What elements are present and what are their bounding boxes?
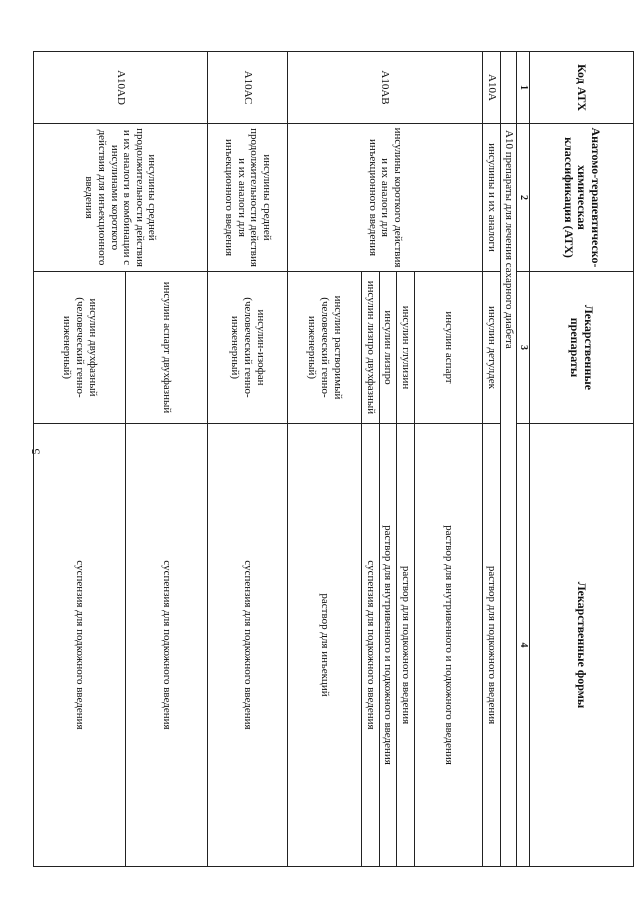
drug-cell: инсулин растворимый (человеческий генно-инженерный) <box>288 272 362 424</box>
section-code-cell <box>501 52 517 124</box>
header-forms: Лекарственные формы <box>530 424 634 867</box>
drug-cell: инсулин двухфазный (человеческий генно-инженерный) <box>34 272 126 424</box>
drug-cell: инсулин лизпро <box>379 272 397 424</box>
form-cell: суспензия для подкожного введения <box>34 424 126 867</box>
table-row <box>208 52 288 867</box>
drug-cell: инсулин детулдек <box>483 272 501 424</box>
classification-cell: инсулины и их аналоги <box>483 124 501 272</box>
drug-cell: инсулин глулизин <box>397 272 415 424</box>
code-cell: А10АD <box>34 52 208 124</box>
form-cell: раствор для внутривенного и подкожного введения <box>415 424 483 867</box>
code-cell: А10А <box>483 52 501 124</box>
table-row <box>483 52 501 867</box>
code-cell: А10АС <box>208 52 288 124</box>
classification-cell: инсулины средней продолжительности действия и их аналоги для инъекционного введения <box>208 124 288 272</box>
drug-cell: инсулин аспарт двухфазный <box>126 272 208 424</box>
column-number-row <box>517 52 530 867</box>
form-cell: раствор для подкожного введения <box>397 424 415 867</box>
column-number: 2 <box>517 124 530 272</box>
form-cell: раствор для подкожного введения <box>483 424 501 867</box>
column-number: 1 <box>517 52 530 124</box>
rotated-table-frame <box>61 51 634 866</box>
code-cell: А10АВ <box>288 52 483 124</box>
header-code: Код АТХ <box>530 52 634 124</box>
atx-table <box>33 51 634 867</box>
column-number: 4 <box>517 424 530 867</box>
section-title: А10 препараты для лечения сахарного диабета <box>501 124 517 867</box>
header-classification: Анатомо-терапевтическо-химическая классификация (АТХ) <box>530 124 634 272</box>
section-row <box>501 52 517 867</box>
drug-cell: инсулин аспарт <box>415 272 483 424</box>
table-header-row <box>530 52 634 867</box>
classification-cell: инсулины короткого действия и их аналоги для инъекционного введения <box>288 124 483 272</box>
form-cell: суспензия для подкожного введения <box>362 424 380 867</box>
drug-cell: инсулин-изофан (человеческий генно-инженерный) <box>208 272 288 424</box>
page-number: 5 <box>28 448 43 455</box>
table-row <box>126 52 208 867</box>
form-cell: раствор для инъекций <box>288 424 362 867</box>
form-cell: суспензия для подкожного введения <box>208 424 288 867</box>
table-row <box>415 52 483 867</box>
drug-cell: инсулин лизпро двухфазный <box>362 272 380 424</box>
form-cell: раствор для внутривенного и подкожного введения <box>379 424 397 867</box>
form-cell: суспензия для подкожного введения <box>126 424 208 867</box>
column-number: 3 <box>517 272 530 424</box>
header-drugs: Лекарственные препараты <box>530 272 634 424</box>
classification-cell: инсулины средней продолжительности действия и их аналоги в комбинации с инсулинами короткого действия для инъекционного введения <box>34 124 208 272</box>
